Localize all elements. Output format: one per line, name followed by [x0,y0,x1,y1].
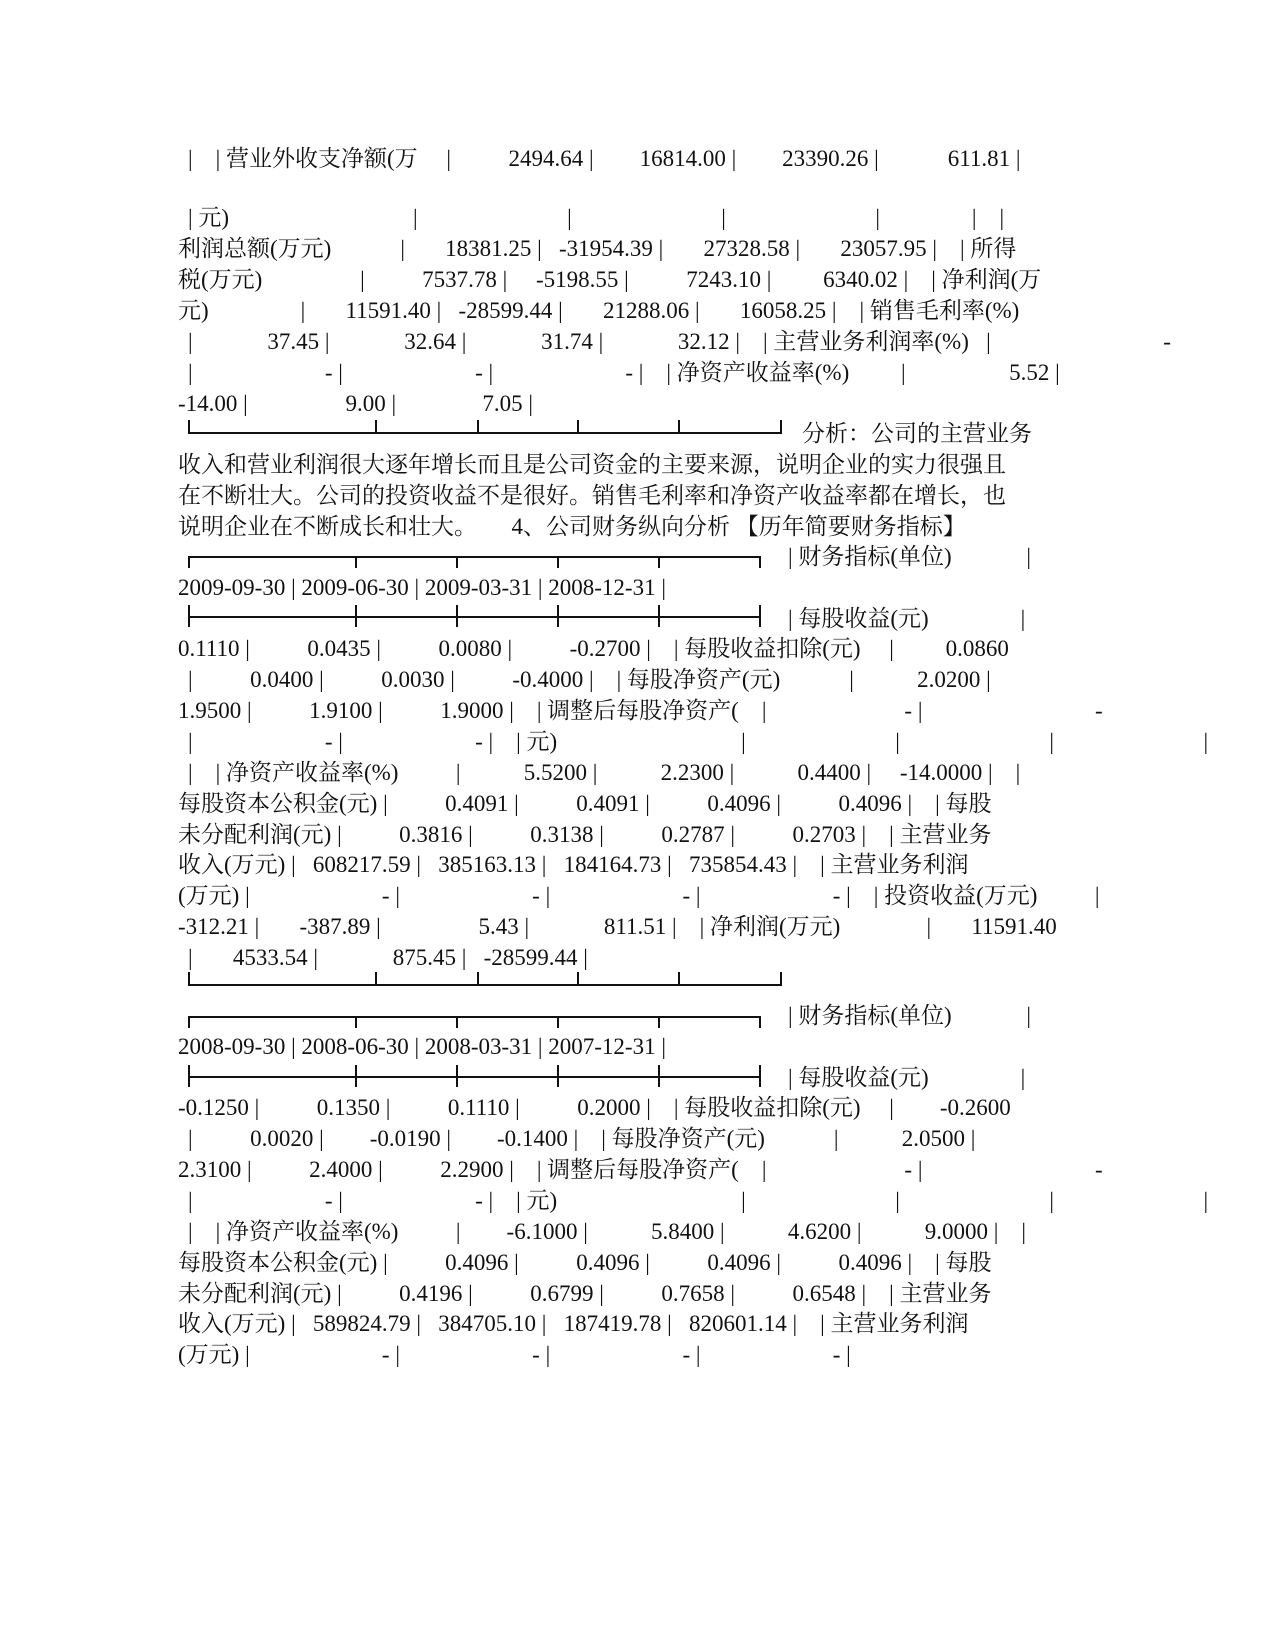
text-line: | | 净资产收益率(%) | 5.5200 | 2.2300 | 0.4400 | -14.0000 | | [188,760,1021,785]
table-border-tick [780,972,782,984]
text-line: 2008-09-30 | 2008-06-30 | 2008-03-31 | 2007-12-31 | [178,1034,666,1059]
table-border-tick [658,1065,660,1087]
text-line: 说明企业在不断成长和壮大。 4、公司财务纵向分析 【历年简要财务指标】 [178,514,966,539]
table-border-tick [355,605,357,627]
table-border-tick [456,1065,458,1087]
table-border-tick [759,1065,761,1087]
table-border-tick [759,1016,761,1028]
text-line: 收入和营业利润很大逐年增长而且是公司资金的主要来源，说明企业的实力很强且 [178,452,1006,477]
text-line: 每股资本公积金(元) | 0.4091 | 0.4091 | 0.4096 | 0.4096 | | 每股 [178,791,992,816]
text-line: -312.21 | -387.89 | 5.43 | 811.51 | | 净利润(万元) | 11591.40 [178,914,1057,939]
table-border-tick [375,420,377,432]
table-border-tick [557,556,559,568]
table-border-rule [188,432,782,434]
table-border-tick [557,1016,559,1028]
text-line: 税(万元) | 7537.78 | -5198.55 | 7243.10 | 6340.02 | | 净利润(万 [178,267,1042,292]
table-border-tick [188,1065,190,1087]
text-line: 分析：公司的主营业务 [802,421,1032,446]
table-border-tick [678,420,680,432]
table-border-tick [188,1016,190,1028]
table-border-rule [188,556,761,558]
table-border-tick [780,420,782,432]
text-line: | 每股收益(元) | [788,606,1026,631]
table-border-tick [456,1016,458,1028]
text-line: | 元) | | | | | | [188,205,1005,230]
table-border-tick [456,605,458,627]
table-border-rule [188,1016,761,1018]
text-line: | | 净资产收益率(%) | -6.1000 | 5.8400 | 4.6200 | 9.0000 | | [188,1219,1026,1244]
table-border-rule [188,616,761,618]
text-line: 利润总额(万元) | 18381.25 | -31954.39 | 27328.58 | 23057.95 | | 所得 [178,236,1017,261]
text-line: 未分配利润(元) | 0.4196 | 0.6799 | 0.7658 | 0.6548 | | 主营业务 [178,1281,992,1306]
text-line: | 0.0020 | -0.0190 | -0.1400 | | 每股净资产(元) | 2.0500 | [188,1126,976,1151]
text-line: 每股资本公积金(元) | 0.4096 | 0.4096 | 0.4096 | 0.4096 | | 每股 [178,1250,992,1275]
table-border-tick [188,556,190,568]
table-border-tick [456,556,458,568]
table-border-rule [188,1076,761,1078]
text-line: | 4533.54 | 875.45 | -28599.44 | [188,945,588,970]
table-border-tick [355,556,357,568]
table-border-tick [557,605,559,627]
table-border-tick [658,1016,660,1028]
text-line: -14.00 | 9.00 | 7.05 | [178,391,533,416]
text-line: 元) | 11591.40 | -28599.44 | 21288.06 | 16058.25 | | 销售毛利率(%) [178,298,1020,323]
text-line: (万元) | - | - | - | - | | 投资收益(万元) | [178,883,1100,908]
text-line: -0.1250 | 0.1350 | 0.1110 | 0.2000 | | 每股收益扣除(元) | -0.2600 [178,1095,1011,1120]
text-line: | 财务指标(单位) | [788,544,1032,569]
text-line: 1.9500 | 1.9100 | 1.9000 | | 调整后每股净资产( | - | - [178,698,1103,723]
text-line: | | 营业外收支净额(万 | 2494.64 | 16814.00 | 23390.26 | 611.81 | [188,146,1021,171]
table-border-tick [355,1065,357,1087]
text-line: | - | - | - | | 净资产收益率(%) | 5.52 | [188,360,1060,385]
text-line: | 0.0400 | 0.0030 | -0.4000 | | 每股净资产(元) | 2.0200 | [188,667,991,692]
table-border-tick [577,420,579,432]
table-border-tick [375,972,377,984]
table-border-tick [658,605,660,627]
text-line: | 每股收益(元) | [788,1065,1026,1090]
table-border-tick [759,556,761,568]
text-line: | 37.45 | 32.64 | 31.74 | 32.12 | | 主营业务利润率(%) | - [188,329,1171,354]
text-line: 2009-09-30 | 2009-06-30 | 2009-03-31 | 2008-12-31 | [178,575,666,600]
text-line: 在不断壮大。公司的投资收益不是很好。销售毛利率和净资产收益率都在增长，也 [178,483,1006,508]
table-border-tick [658,556,660,568]
text-line: (万元) | - | - | - | - | [178,1342,851,1367]
table-border-tick [188,972,190,984]
text-line: 收入(万元) | 589824.79 | 384705.10 | 187419.78 | 820601.14 | | 主营业务利润 [178,1311,969,1336]
table-border-tick [355,1016,357,1028]
text-line: | - | - | | 元) | | | | [188,1188,1209,1213]
table-border-rule [188,984,782,986]
text-line: 收入(万元) | 608217.59 | 385163.13 | 184164.73 | 735854.43 | | 主营业务利润 [178,852,969,877]
table-border-tick [477,972,479,984]
table-border-tick [678,972,680,984]
text-line: 2.3100 | 2.4000 | 2.2900 | | 调整后每股净资产( | - | - [178,1157,1103,1182]
text-line: 0.1110 | 0.0435 | 0.0080 | -0.2700 | | 每股收益扣除(元) | 0.0860 [178,636,1009,661]
text-line: 未分配利润(元) | 0.3816 | 0.3138 | 0.2787 | 0.2703 | | 主营业务 [178,822,992,847]
table-border-tick [477,420,479,432]
text-line: | 财务指标(单位) | [788,1003,1032,1028]
text-line: | - | - | | 元) | | | | [188,729,1209,754]
table-border-tick [557,1065,559,1087]
table-border-tick [188,420,190,432]
table-border-tick [188,605,190,627]
table-border-tick [577,972,579,984]
table-border-tick [759,605,761,627]
